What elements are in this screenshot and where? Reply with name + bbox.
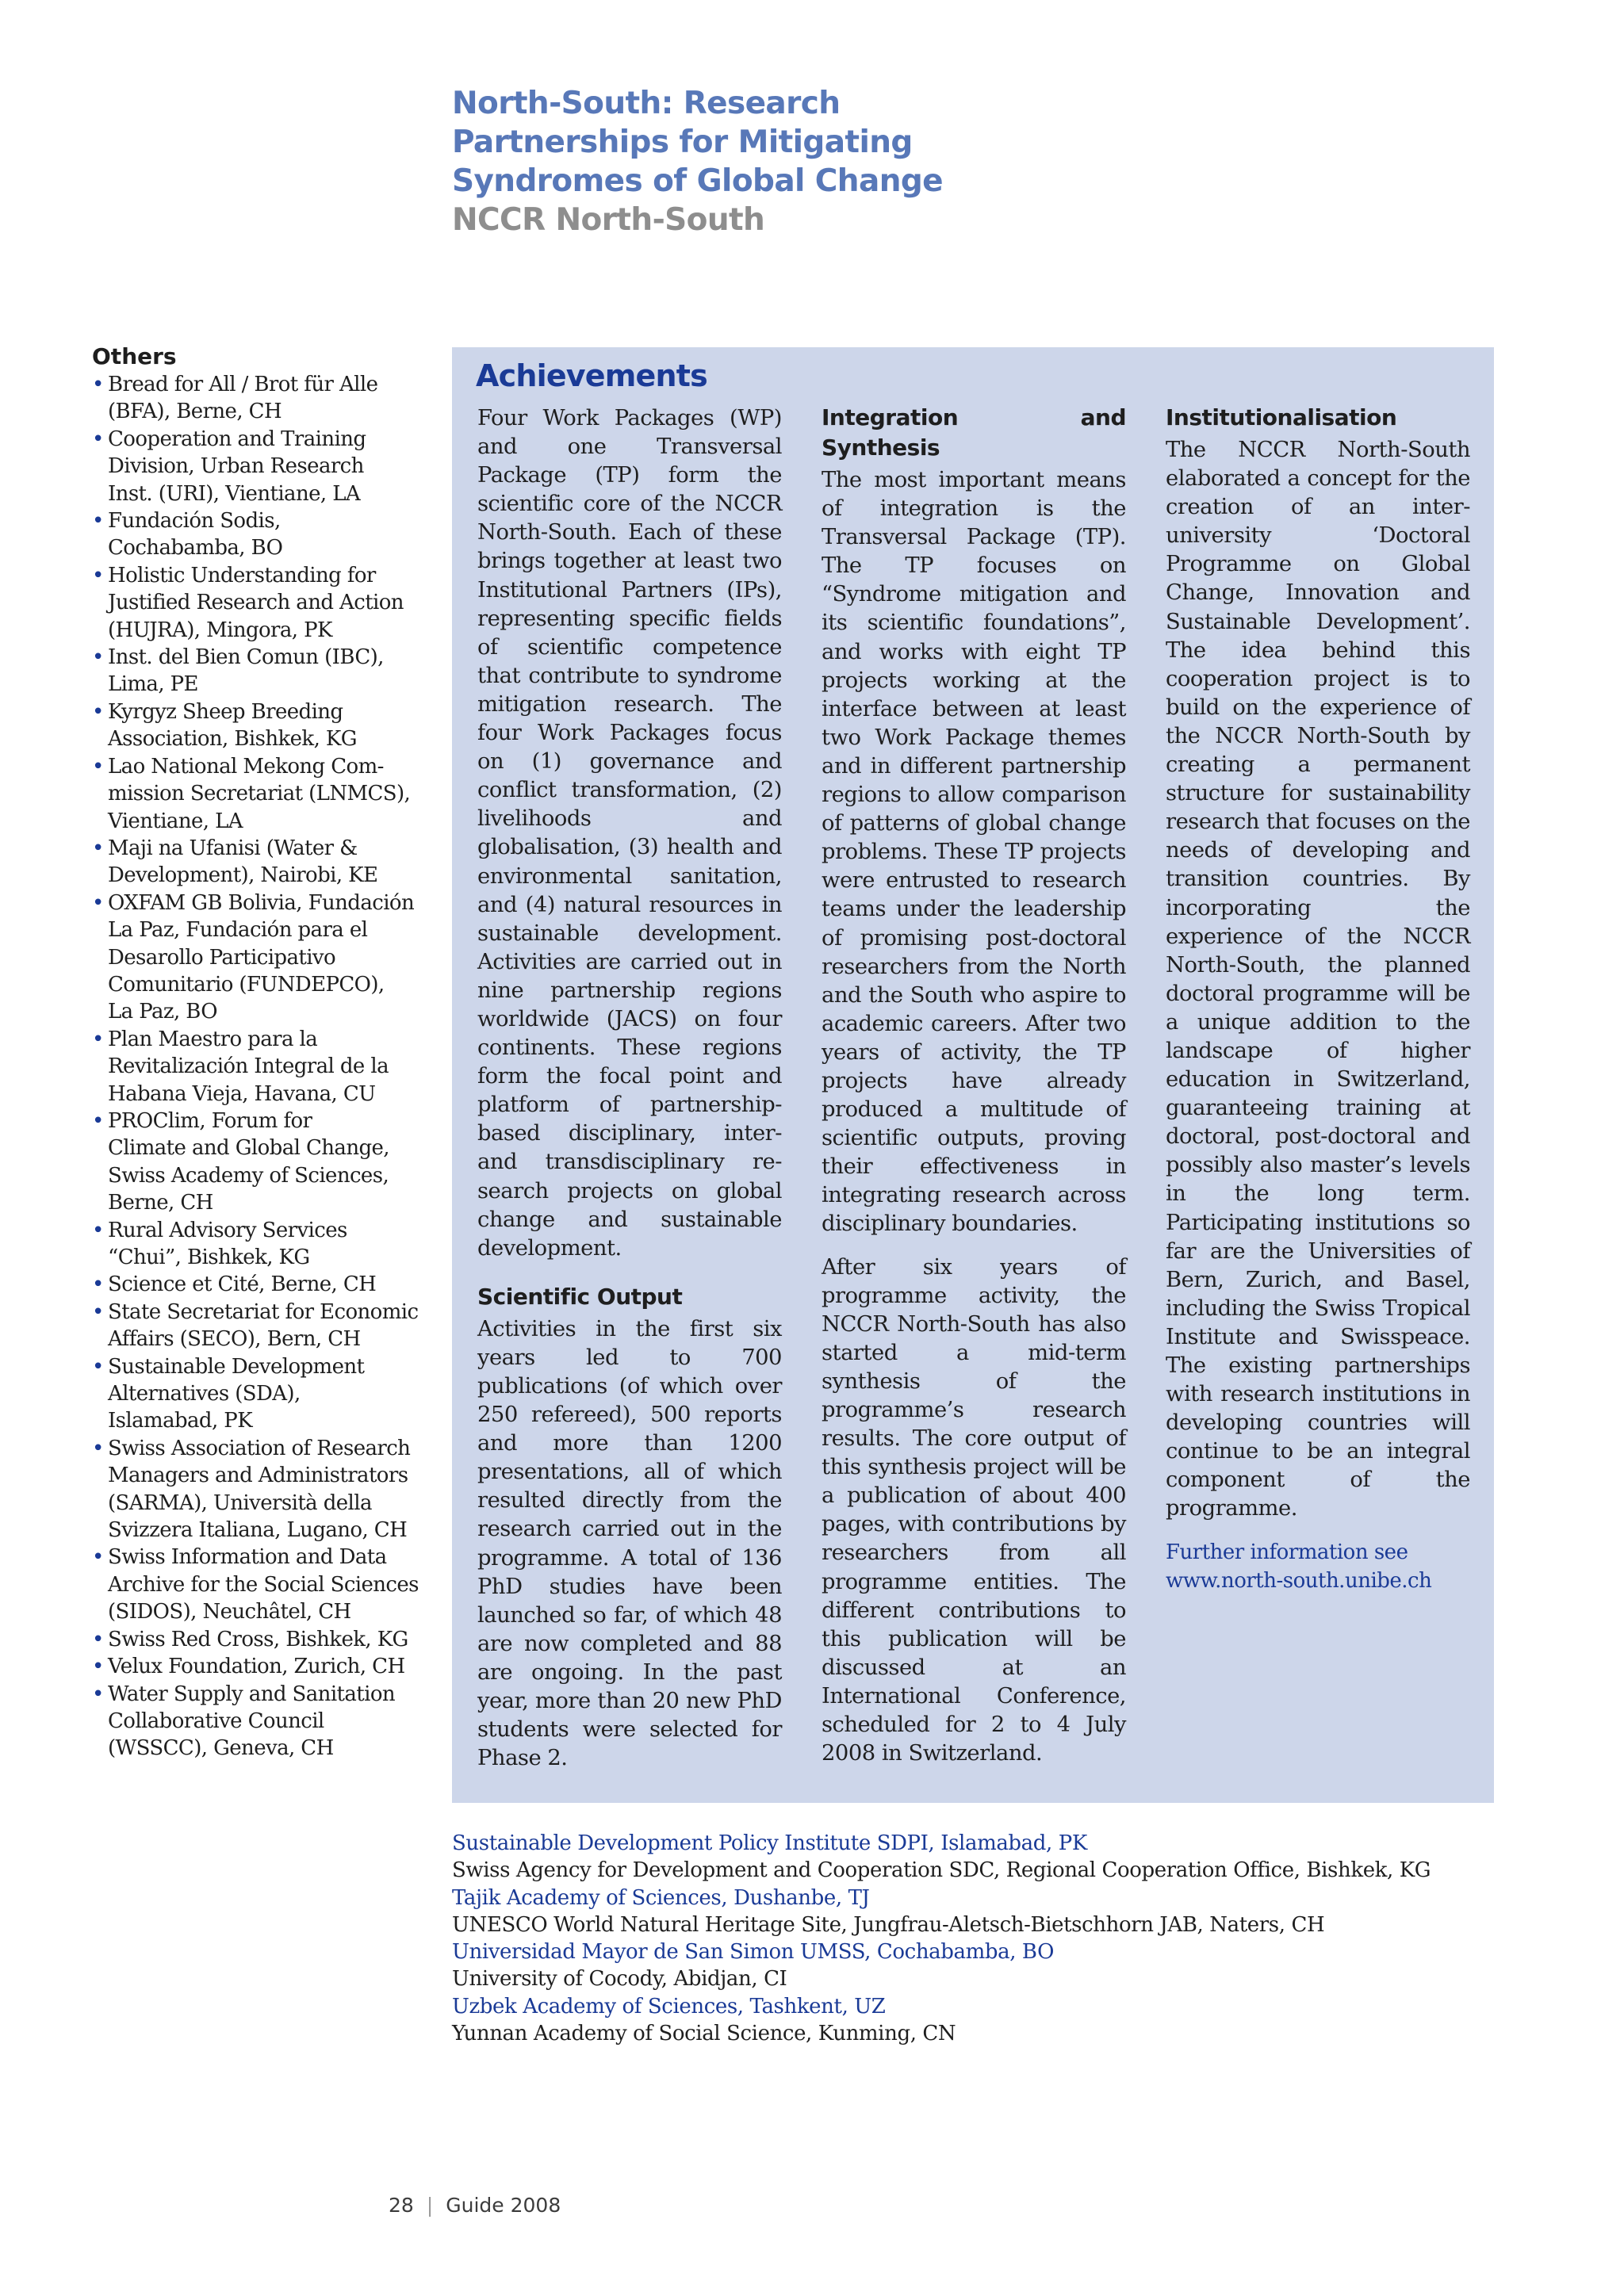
list-item: • Lao National Mekong Com- mission Secretariat (LNMCS), Vientiane, LA <box>92 753 425 835</box>
partner-item: Sustainable Development Policy Institute SDPI, Islamabad, PK <box>452 1831 1087 1855</box>
list-item: • Fundación Sodis, Cochabamba, BO <box>92 507 425 562</box>
work-packages-paragraph: Four Work Packages (WP) and one Transversal Package (TP) form the scientific core of the NCCR North-South. Each of these brings together at least two Institutional Partners (IPs), representing specific fields of scientific competence that contribute to syndrome mitigation research. The four Work Packages focus on (1) governance and conflict transformation, (2) livelihoods and globalisation, (3) health and environmental sanitation, and (4) natural resources in sustainable development. Activities are carried out in nine partnership regions worldwide (JACS) on four continents. These regions form the focal point and platform of partnership-based disciplinary, inter- and transdisciplinary re-search projects on global change and sustainable development. <box>477 406 782 1261</box>
document-title-line-2: Partnerships for Mitigating <box>452 124 913 160</box>
partner-item: University of Cocody, Abidjan, CI <box>452 1967 787 1992</box>
list-item: • Holistic Understanding for Justified Research and Action (HUJRA), Mingora, PK <box>92 562 425 644</box>
partner-item: Swiss Agency for Development and Cooperation SDC, Regional Cooperation Office, Bishkek, KG <box>452 1858 1431 1883</box>
list-item: • Maji na Ufanisi (Water & Development), Nairobi, KE <box>92 835 425 890</box>
list-item: • OXFAM GB Bolivia, Fundación La Paz, Fundación para el Desarollo Participativo Comunitario (FUNDEPCO), La Paz, BO <box>92 890 425 1026</box>
achievements-column-1 <box>477 404 782 1773</box>
others-section <box>92 342 425 1762</box>
further-info-link[interactable]: www.north-south.unibe.ch <box>1166 1568 1432 1593</box>
partner-item: Yunnan Academy of Social Science, Kunming, CN <box>452 2022 956 2046</box>
page-number: 28 <box>389 2194 414 2217</box>
list-item: • Velux Foundation, Zurich, CH <box>92 1653 425 1680</box>
list-item: • Sustainable Development Alternatives (SDA), Islamabad, PK <box>92 1353 425 1435</box>
list-item: • Science et Cité, Berne, CH <box>92 1271 425 1298</box>
scientific-output-heading: Scientific Output <box>477 1283 683 1310</box>
list-item: • Swiss Information and Data Archive for the Social Sciences (SIDOS), Neuchâtel, CH <box>92 1544 425 1625</box>
document-title-block <box>452 84 1166 239</box>
document-title-line-1: North-South: Research <box>452 86 841 121</box>
integration-paragraph-2: After six years of programme activity, the NCCR North-South has also started a mid-term synthesis of the programme’s research results. The core output of this synthesis project will be a publication of about 400 pages, with contributions by researchers from all programme entities. The different contributions to this publication will be discussed at an International Conference, scheduled for 2 to 4 July 2008 in Switzerland. <box>822 1254 1126 1766</box>
achievements-column-2 <box>822 403 1126 1768</box>
publication-name: Guide 2008 <box>446 2194 561 2217</box>
others-heading: Others <box>92 343 177 369</box>
achievements-panel <box>452 347 1494 1803</box>
list-item: • Water Supply and Sanitation Collaborative Council (WSSCC), Geneva, CH <box>92 1681 425 1762</box>
list-item: • Rural Advisory Services “Chui”, Bishkek, KG <box>92 1217 425 1272</box>
document-subtitle: NCCR North-South <box>452 202 765 238</box>
further-info-label: Further information see <box>1166 1540 1408 1564</box>
page-footer <box>389 2193 561 2218</box>
scientific-output-paragraph: Activities in the first six years led to 700 publications (of which over 250 refereed), 500 reports and more than 1200 presentations, all of which resulted directly from the research carried out in the programme. A total of 136 PhD studies have been launched so far, of which 48 are now completed and 88 are ongoing. In the past year, more than 20 new PhD students were selected for Phase 2. <box>477 1316 782 1771</box>
partner-item: Universidad Mayor de San Simon UMSS, Cochabamba, BO <box>452 1940 1055 1965</box>
list-item: • Bread for All / Brot für Alle (BFA), Berne, CH <box>92 371 425 426</box>
list-item: • Plan Maestro para la Revitalización Integral de la Habana Vieja, Havana, CU <box>92 1026 425 1108</box>
others-list <box>92 371 425 1762</box>
list-item: • PROClim, Forum for Climate and Global Change, Swiss Academy of Sciences, Berne, CH <box>92 1108 425 1217</box>
partner-item: Uzbek Academy of Sciences, Tashkent, UZ <box>452 1994 886 2019</box>
institutionalisation-heading: Institutionalisation <box>1166 404 1397 430</box>
partners-list <box>452 1830 1562 2047</box>
integration-paragraph-1: The most important means of integration is the Transversal Package (TP). The TP focuses on “Syndrome mitigation and its scientific foundations”, and works with eight TP projects working at the interface between at least two Work Package themes and in different partnership regions to allow comparison of patterns of global change problems. These TP projects were entrusted to research teams under the leadership of promising post-doctoral researchers from the North and the South who aspire to academic careers. After two years of activity, the TP projects have already produced a multitude of scientific outputs, proving their effectiveness in integrating research across disciplinary boundaries. <box>822 468 1126 1237</box>
achievements-heading: Achievements <box>476 358 707 393</box>
integration-synthesis-heading: Integration and Synthesis <box>822 404 1126 461</box>
list-item: • State Secretariat for Economic Affairs (SECO), Bern, CH <box>92 1299 425 1353</box>
list-item: • Kyrgyz Sheep Breeding Association, Bishkek, KG <box>92 698 425 753</box>
further-information <box>1166 1538 1470 1595</box>
partner-item: UNESCO World Natural Heritage Site, Jungfrau-Aletsch-Bietschhorn JAB, Naters, CH <box>452 1912 1325 1937</box>
institutionalisation-paragraph: The NCCR North-South elaborated a concept for the creation of an inter-university ‘Doctoral Programme on Global Change, Innovation and Sustainable Development’. The idea behind this cooperation project is to build on the experience of the NCCR North-South by creating a permanent structure for sustainability research that focuses on the needs of developing and transition countries. By incorporating the experience of the NCCR North-South, the planned doctoral programme will be a unique addition to the landscape of higher education in Switzerland, guaranteeing training at doctoral, post-doctoral and possibly also master’s levels in the long term. Participating institutions so far are the Universities of Bern, Zurich, and Basel, including the Swiss Tropical Institute and Swisspeace. The existing partnerships with research institutions in developing countries will continue to be an integral component of the programme. <box>1166 438 1470 1521</box>
partner-item: Tajik Academy of Sciences, Dushanbe, TJ <box>452 1885 870 1910</box>
list-item: • Cooperation and Training Division, Urban Research Inst. (URI), Vientiane, LA <box>92 426 425 507</box>
list-item: • Swiss Red Cross, Bishkek, KG <box>92 1626 425 1653</box>
footer-separator: | <box>426 2194 434 2217</box>
achievements-column-3 <box>1166 403 1470 1595</box>
list-item: • Inst. del Bien Comun (IBC), Lima, PE <box>92 644 425 698</box>
document-title-line-3: Syndromes of Global Change <box>452 163 944 199</box>
list-item: • Swiss Association of Research Managers and Administrators (SARMA), Università della Svizzera Italiana, Lugano, CH <box>92 1435 425 1544</box>
